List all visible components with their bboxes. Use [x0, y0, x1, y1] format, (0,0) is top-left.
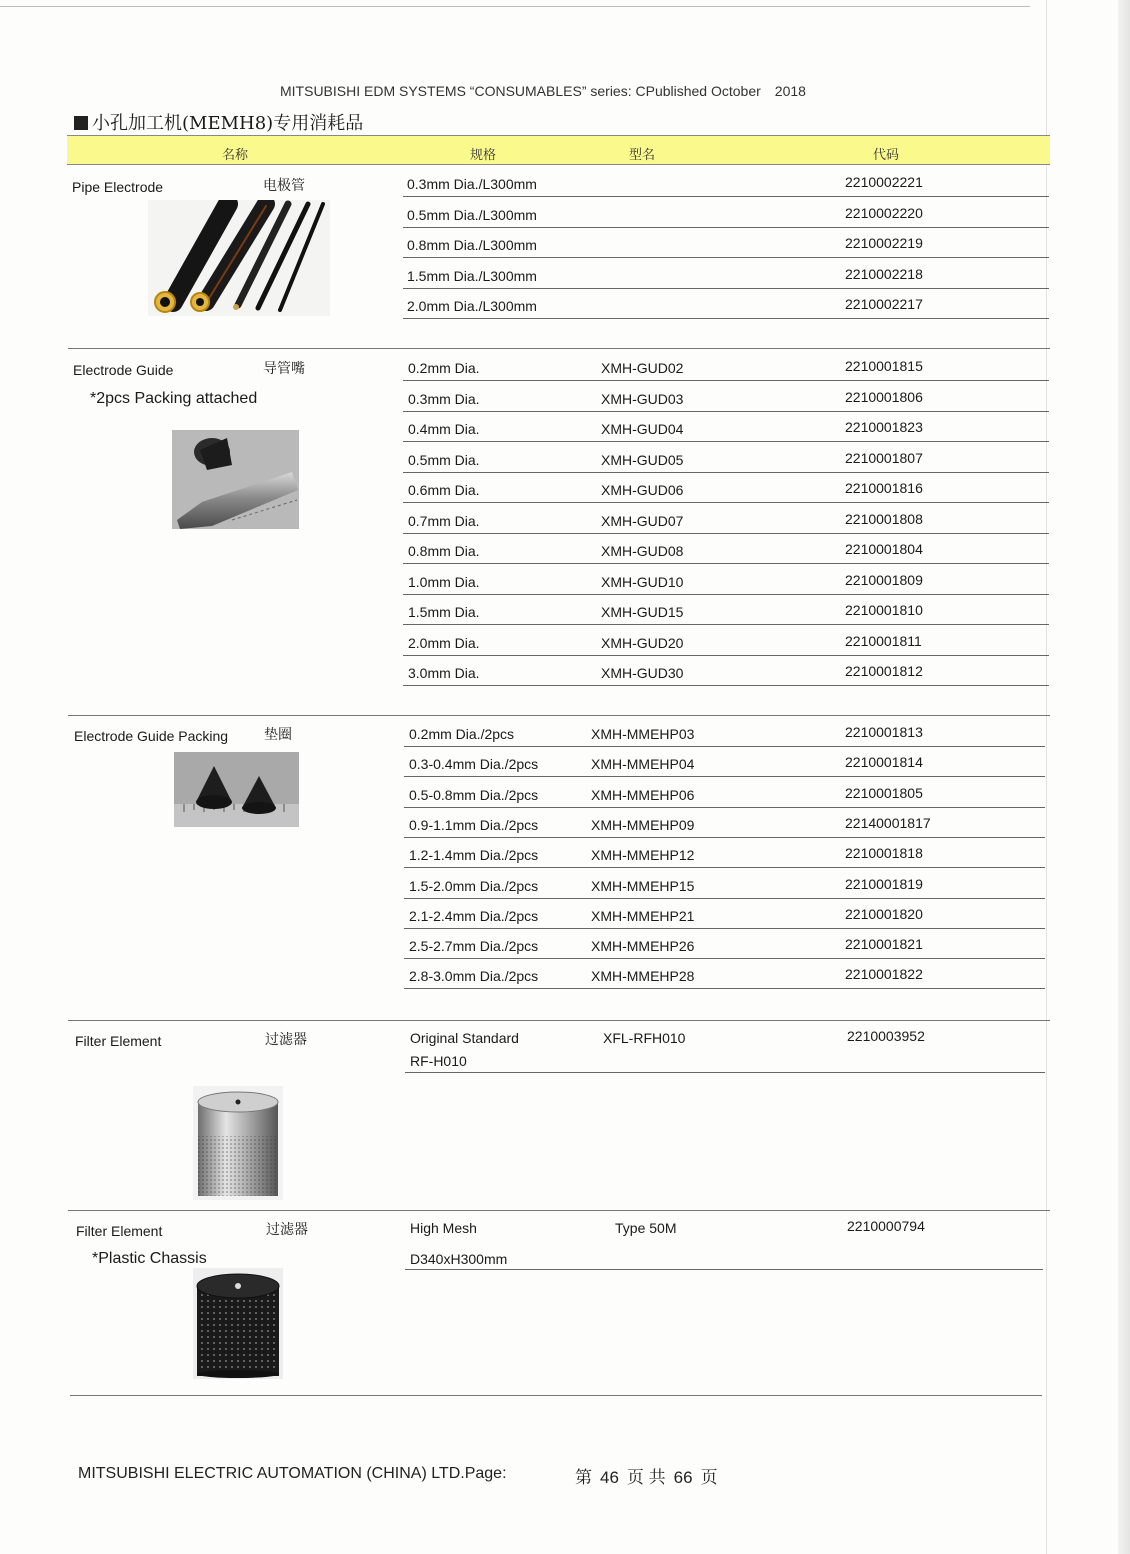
group-separator: [68, 1210, 1050, 1211]
model-cell: XMH-MMEHP09: [591, 816, 695, 833]
group-note: *2pcs Packing attached: [90, 390, 258, 407]
page-right-edge: [1118, 0, 1130, 1554]
group-note: *Plastic Chassis: [92, 1250, 207, 1267]
row-divider: [403, 563, 1049, 564]
row-divider: [405, 1269, 1043, 1270]
spec-cell: 2.8-3.0mm Dia./2pcs: [409, 968, 539, 985]
spec-cell: 2.0mm Dia.: [408, 634, 480, 651]
model-cell: XMH-MMEHP15: [591, 877, 695, 894]
model-cell: XMH-GUD07: [601, 512, 684, 529]
column-header-name: 名称: [222, 147, 249, 162]
model-cell: XFL-RFH010: [603, 1030, 686, 1046]
code-cell: 2210001813: [845, 724, 923, 740]
code-cell: 2210001819: [845, 875, 923, 892]
spec-cell: Original Standard: [410, 1030, 519, 1046]
group-name-en: Electrode Guide: [73, 362, 174, 378]
model-cell: XMH-MMEHP06: [591, 786, 695, 803]
model-cell: XMH-MMEHP12: [591, 847, 695, 864]
header-text: MITSUBISHI EDM SYSTEMS “CONSUMABLES” series: CPublished October: [280, 83, 761, 99]
code-cell: 2210002221: [845, 174, 923, 190]
page-indicator: [575, 1463, 726, 1488]
spec-cell: 0.2mm Dia./2pcs: [409, 726, 515, 742]
code-cell: 2210001810: [845, 602, 923, 618]
group-name-en: Filter Element: [75, 1033, 162, 1049]
group-separator: [68, 1020, 1050, 1021]
model-cell: XMH-GUD04: [601, 421, 684, 437]
page-number: 46: [600, 1468, 619, 1487]
code-cell: 2210001820: [845, 905, 923, 922]
code-cell: 2210001814: [845, 754, 923, 771]
code-cell: 2210002218: [845, 265, 923, 282]
page-fold-line: [1046, 0, 1047, 1554]
guide-packing-photo: [174, 752, 299, 827]
spec-cell: 0.8mm Dia.: [408, 543, 480, 559]
row-divider: [403, 502, 1049, 503]
model-cell: XMH-GUD15: [601, 604, 684, 620]
column-header-code: 代码: [873, 147, 900, 162]
code-cell: 2210001822: [845, 966, 923, 983]
footer-company: MITSUBISHI ELECTRIC AUTOMATION (CHINA) LTD.Page:: [78, 1465, 507, 1482]
group-name-cn: 过滤器: [265, 1032, 307, 1048]
code-cell: 2210001812: [845, 663, 923, 679]
group-name-cn: 垫圈: [264, 727, 292, 743]
spec-cell: 0.5-0.8mm Dia./2pcs: [409, 786, 539, 803]
group-name-cn: 导管嘴: [263, 361, 305, 377]
group-name-en: Pipe Electrode: [72, 179, 164, 195]
code-cell: 2210002220: [845, 204, 923, 221]
model-cell: XMH-GUD10: [601, 573, 684, 590]
spec-cell-line2: D340xH300mm: [410, 1251, 508, 1267]
spec-cell: 0.4mm Dia.: [408, 421, 480, 437]
spec-cell: 0.3-0.4mm Dia./2pcs: [409, 756, 539, 773]
spec-cell: 0.8mm Dia./L300mm: [407, 237, 537, 253]
code-cell: 2210001805: [845, 784, 923, 801]
spec-cell: 2.0mm Dia./L300mm: [407, 298, 537, 314]
row-divider: [403, 318, 1049, 319]
code-cell: 2210001821: [845, 936, 923, 953]
code-cell: 2210001811: [845, 632, 922, 649]
model-cell: XMH-GUD03: [601, 390, 684, 407]
row-divider: [403, 472, 1049, 473]
header-year: 2018: [774, 83, 806, 99]
electrode-guide-photo: [172, 430, 299, 529]
row-divider: [404, 988, 1045, 989]
row-divider: [404, 898, 1045, 899]
code-cell: 2210001807: [845, 449, 923, 466]
spec-cell-line2: RF-H010: [410, 1053, 467, 1069]
spec-cell: 1.5mm Dia./L300mm: [407, 267, 537, 284]
spec-cell: 0.5mm Dia.: [408, 451, 480, 468]
group-separator: [68, 715, 1050, 716]
page-total: 66: [673, 1468, 693, 1487]
group-separator: [70, 1395, 1042, 1396]
pipe-electrode-photo: [148, 200, 330, 316]
row-divider: [404, 928, 1045, 929]
group-name-cn: 电极管: [263, 178, 305, 194]
group-name-en: Electrode Guide Packing: [74, 728, 229, 744]
code-cell: 2210002219: [845, 235, 923, 251]
spec-cell: 0.2mm Dia.: [408, 360, 480, 376]
model-cell: XMH-GUD06: [601, 482, 684, 498]
code-cell: 2210002217: [845, 296, 923, 312]
row-divider: [403, 196, 1049, 197]
row-divider: [404, 837, 1045, 838]
row-divider: [403, 655, 1049, 656]
spec-cell: 3.0mm Dia.: [408, 665, 480, 681]
row-divider: [403, 227, 1049, 228]
code-cell: 2210000794: [847, 1218, 925, 1234]
code-cell: 2210001806: [845, 388, 923, 405]
code-cell: 2210001823: [845, 419, 923, 435]
spec-cell: 0.9-1.1mm Dia./2pcs: [409, 816, 539, 833]
row-divider: [404, 807, 1045, 808]
spec-cell: 2.5-2.7mm Dia./2pcs: [409, 938, 539, 955]
row-divider: [404, 867, 1045, 868]
spec-cell: 2.1-2.4mm Dia./2pcs: [409, 907, 539, 924]
model-cell: XMH-MMEHP26: [591, 938, 695, 955]
code-cell: 2210001815: [845, 358, 923, 374]
top-edge-line: [0, 6, 1030, 7]
row-divider: [405, 1072, 1045, 1073]
row-divider: [404, 958, 1045, 959]
page-mid: 页 共: [626, 1468, 666, 1487]
spec-cell: 0.6mm Dia.: [408, 482, 480, 498]
row-divider: [403, 257, 1049, 258]
row-divider: [403, 380, 1049, 381]
square-bullet-icon: [74, 116, 88, 130]
spec-cell: High Mesh: [410, 1220, 477, 1236]
code-cell: 2210001809: [845, 571, 923, 588]
filter-element-photo: [193, 1086, 283, 1200]
document-header: [280, 83, 806, 99]
model-cell: XMH-MMEHP03: [591, 726, 695, 742]
row-divider: [403, 411, 1049, 412]
code-cell: 2210003952: [847, 1028, 925, 1044]
row-divider: [403, 533, 1049, 534]
row-divider: [403, 594, 1049, 595]
spec-cell: 1.5-2.0mm Dia./2pcs: [409, 877, 539, 894]
model-cell: XMH-MMEHP28: [591, 968, 695, 985]
code-cell: 2210001808: [845, 510, 923, 527]
model-cell: XMH-GUD08: [601, 543, 684, 559]
model-cell: XMH-GUD30: [601, 665, 684, 681]
row-divider: [404, 776, 1045, 777]
row-divider: [403, 288, 1049, 289]
column-header-bar: [67, 135, 1050, 165]
column-header-spec: 规格: [470, 147, 497, 162]
code-cell: 22140001817: [845, 814, 931, 831]
spec-cell: 1.2-1.4mm Dia./2pcs: [409, 847, 539, 864]
spec-cell: 0.7mm Dia.: [408, 512, 480, 529]
row-divider: [403, 624, 1049, 625]
group-name-en: Filter Element: [76, 1223, 163, 1239]
code-cell: 2210001818: [845, 845, 923, 862]
model-cell: XMH-GUD02: [601, 360, 684, 376]
page-suffix: 页: [700, 1468, 718, 1487]
model-cell: XMH-MMEHP04: [591, 756, 695, 773]
spec-cell: 0.3mm Dia./L300mm: [407, 176, 537, 192]
spec-cell: 1.0mm Dia.: [408, 573, 480, 590]
spec-cell: 1.5mm Dia.: [408, 604, 480, 620]
column-header-model: 型名: [629, 147, 656, 162]
row-divider: [403, 685, 1049, 686]
model-cell: XMH-MMEHP21: [591, 907, 695, 924]
row-divider: [404, 746, 1045, 747]
spec-cell: 0.5mm Dia./L300mm: [407, 206, 537, 223]
model-cell: XMH-GUD20: [601, 634, 684, 651]
code-cell: 2210001804: [845, 541, 923, 557]
group-name-cn: 过滤器: [266, 1222, 308, 1238]
section-title-text: 小孔加工机(MEMH8)专用消耗品: [92, 113, 364, 134]
page-prefix: 第: [575, 1468, 592, 1487]
spec-cell: 0.3mm Dia.: [408, 390, 480, 407]
section-title: [74, 109, 363, 135]
group-separator: [68, 348, 1050, 349]
model-cell: Type 50M: [615, 1220, 677, 1236]
row-divider: [403, 441, 1049, 442]
code-cell: 2210001816: [845, 480, 923, 496]
plastic-filter-photo: [193, 1268, 283, 1379]
model-cell: XMH-GUD05: [601, 451, 684, 468]
